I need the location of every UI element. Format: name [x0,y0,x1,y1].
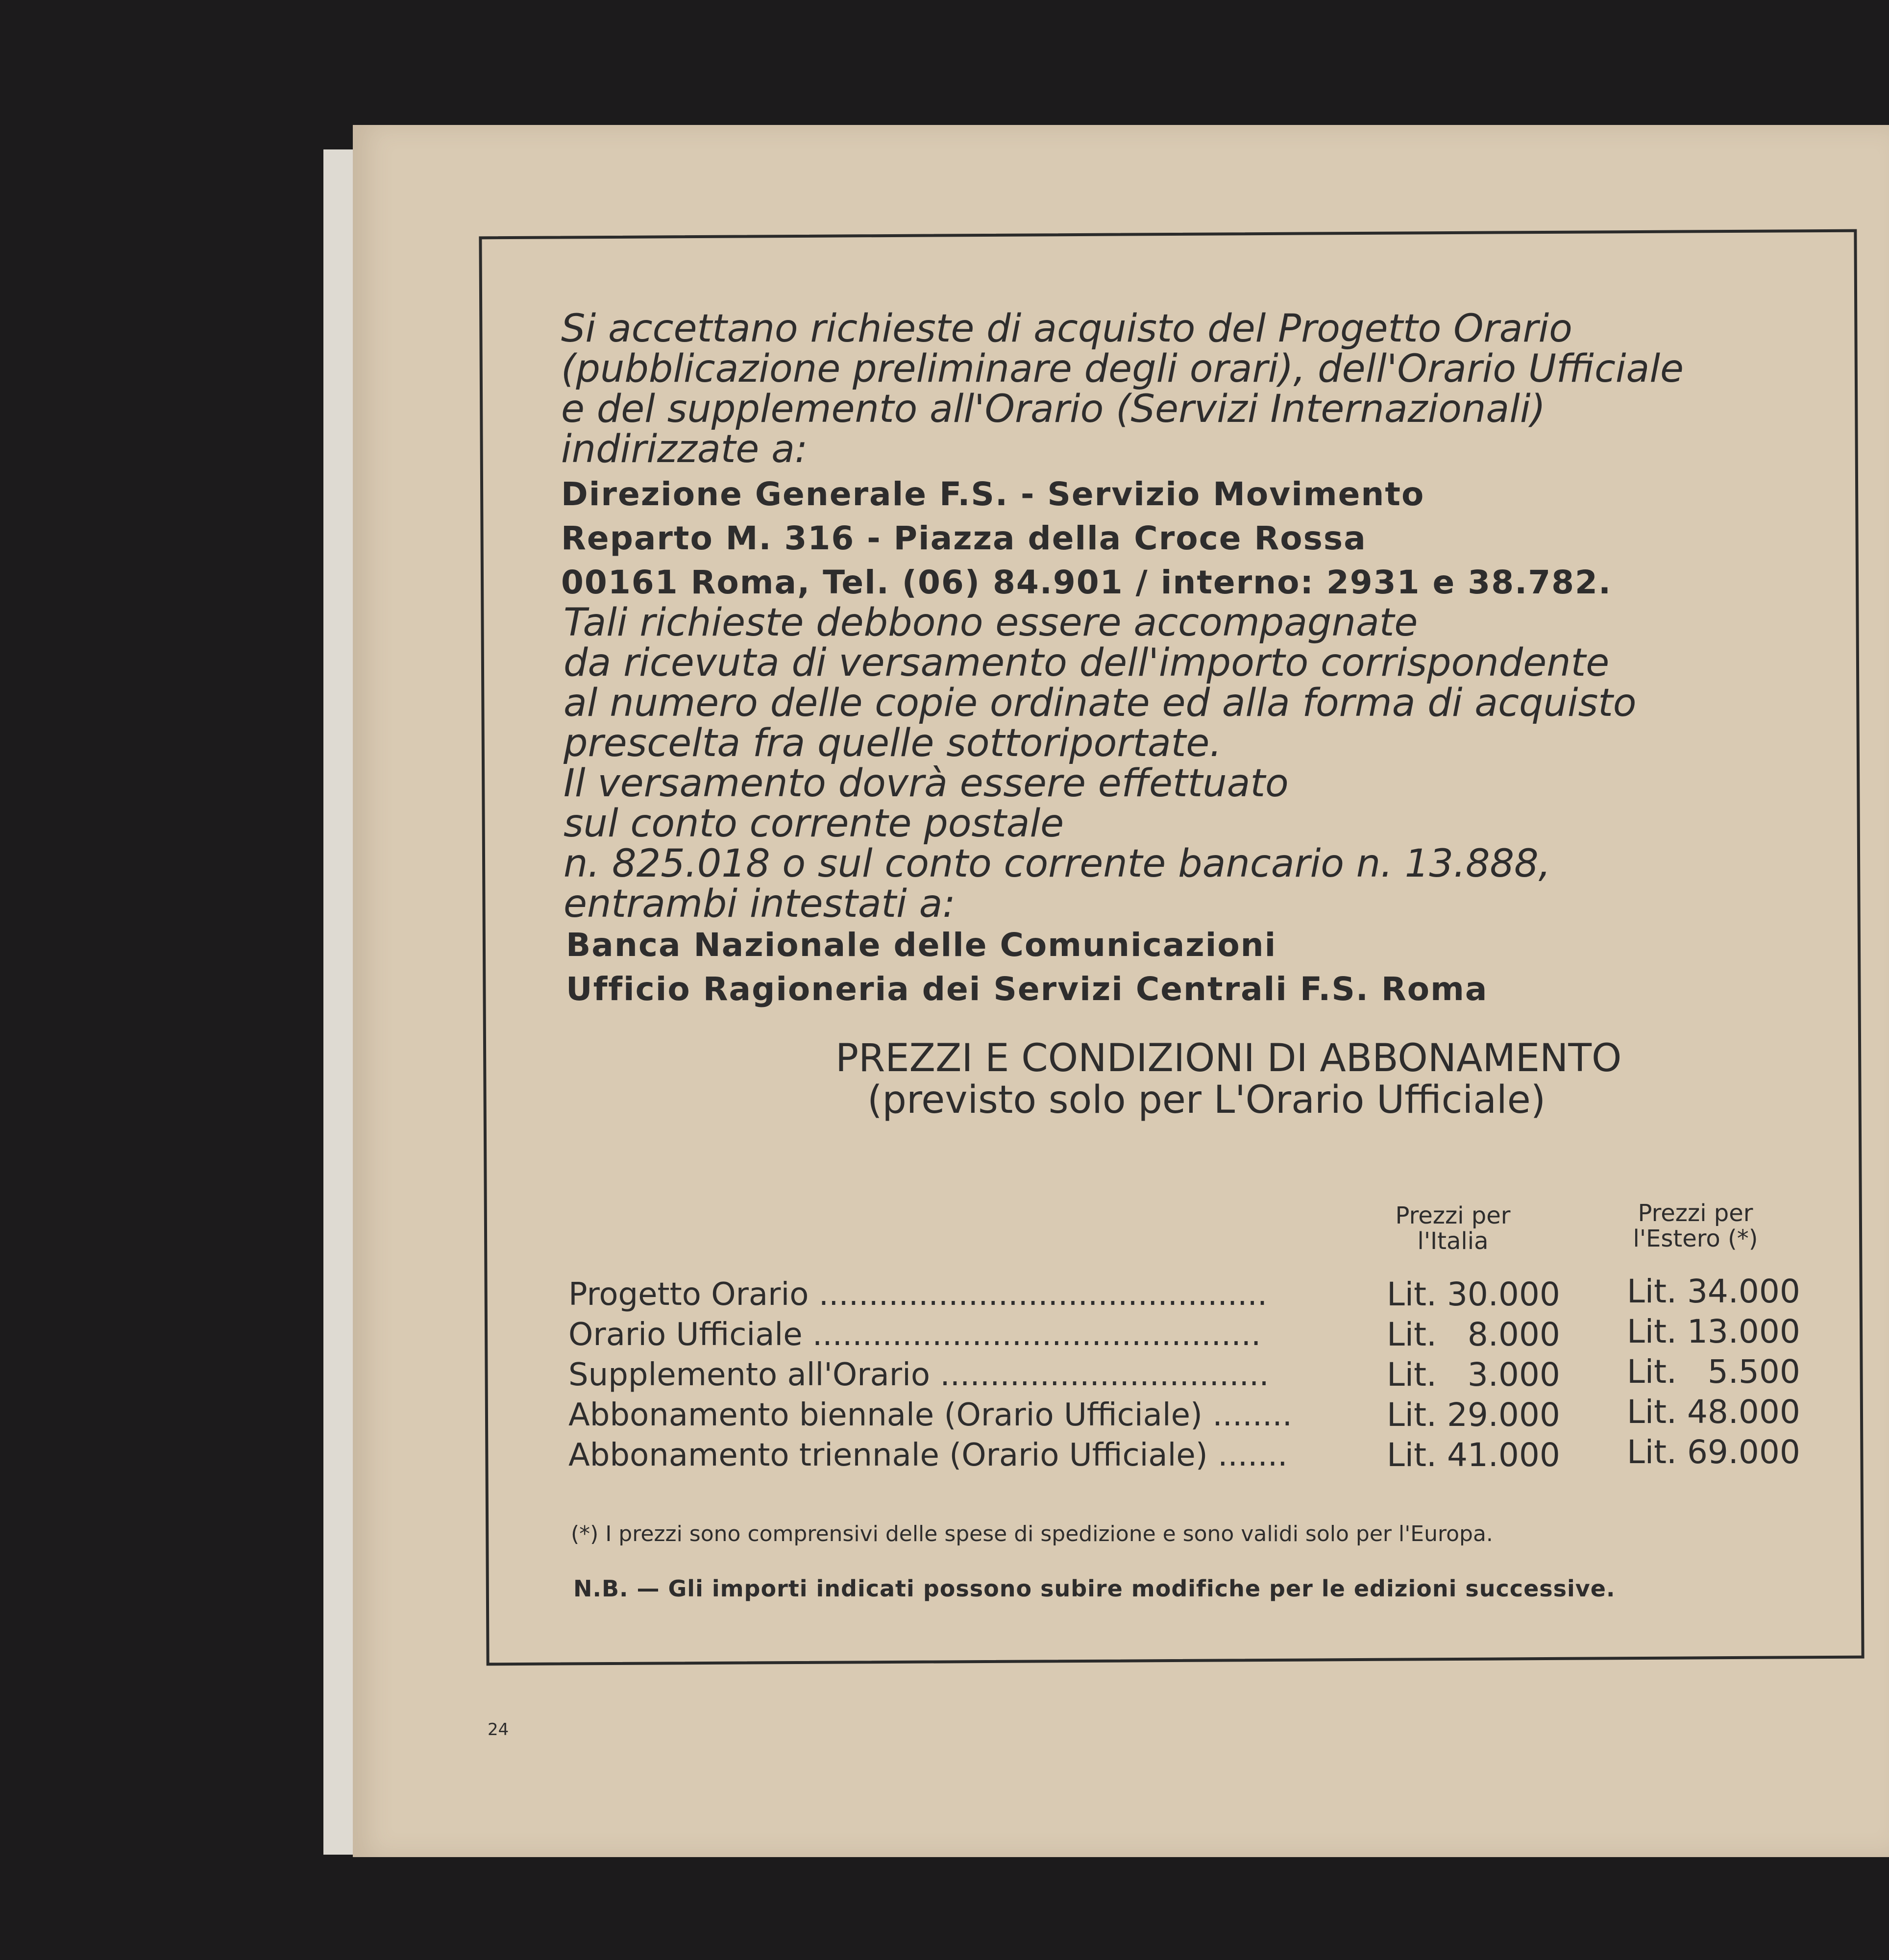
underlying-page-edge [323,149,353,1855]
col-header-estero: Prezzi per l'Estero (*) [1633,1200,1758,1252]
prices-subtitle: (previsto solo per L'Orario Ufficiale) [867,1078,1546,1122]
intro-line: indirizzate a: [561,427,808,471]
address-line: Direzione Generale F.S. - Servizio Movimento [561,475,1425,513]
payment-line: Tali richieste debbono essere accompagnate [564,601,1418,645]
nb-note: N.B. — Gli importi indicati possono subire modifiche per le edizioni successive. [573,1575,1616,1602]
price-estero: Lit. 69.000 [1627,1433,1800,1471]
payment-line: sul conto corrente postale [564,802,1064,846]
price-row-label: Supplemento all'Orario ................................. [568,1357,1269,1393]
address-line: 00161 Roma, Tel. (06) 84.901 / interno: 2931 e 38.782. [561,564,1612,601]
payment-line: da ricevuta di versamento dell'importo corrispondente [564,641,1610,685]
intro-line: e del supplemento all'Orario (Servizi Internazionali) [561,387,1546,431]
price-row-label: Progetto Orario ............................................. [568,1276,1268,1313]
payment-line: Il versamento dovrà essere effettuato [564,761,1289,806]
price-row-label: Abbonamento triennale (Orario Ufficiale) ....... [568,1437,1288,1473]
document-page [353,125,1889,1857]
price-estero: Lit. 48.000 [1627,1393,1800,1431]
intro-line: Si accettano richieste di acquisto del Progetto Orario [561,307,1572,351]
payment-line: prescelta fra quelle sottoriportate. [564,721,1222,765]
intro-line: (pubblicazione preliminare degli orari), dell'Orario Ufficiale [561,347,1684,391]
page-number: 24 [488,1720,509,1740]
payment-line: al numero delle copie ordinate ed alla forma di acquisto [564,681,1637,725]
bank-line: Banca Nazionale delle Comunicazioni [566,926,1277,964]
price-row-label: Orario Ufficiale ............................................. [568,1317,1261,1353]
price-italia: Lit. 3.000 [1387,1356,1560,1394]
footnote: (*) I prezzi sono comprensivi delle spese di spedizione e sono validi solo per l'Europa. [571,1521,1493,1546]
price-italia: Lit. 30.000 [1387,1275,1560,1313]
address-line: Reparto M. 316 - Piazza della Croce Rossa [561,519,1367,557]
price-italia: Lit. 8.000 [1387,1316,1560,1353]
price-italia: Lit. 29.000 [1387,1396,1560,1434]
prices-title: PREZZI E CONDIZIONI DI ABBONAMENTO [835,1036,1622,1080]
price-estero: Lit. 13.000 [1627,1313,1800,1350]
payment-line: entrambi intestati a: [564,882,956,926]
price-estero: Lit. 5.500 [1627,1353,1800,1391]
bank-line: Ufficio Ragioneria dei Servizi Centrali F.S. Roma [566,970,1488,1008]
price-estero: Lit. 34.000 [1627,1273,1800,1310]
payment-line: n. 825.018 o sul conto corrente bancario n. 13.888, [564,842,1551,886]
price-row-label: Abbonamento biennale (Orario Ufficiale) ........ [568,1397,1293,1433]
price-italia: Lit. 41.000 [1387,1436,1560,1474]
col-header-italia: Prezzi per l'Italia [1395,1202,1511,1255]
